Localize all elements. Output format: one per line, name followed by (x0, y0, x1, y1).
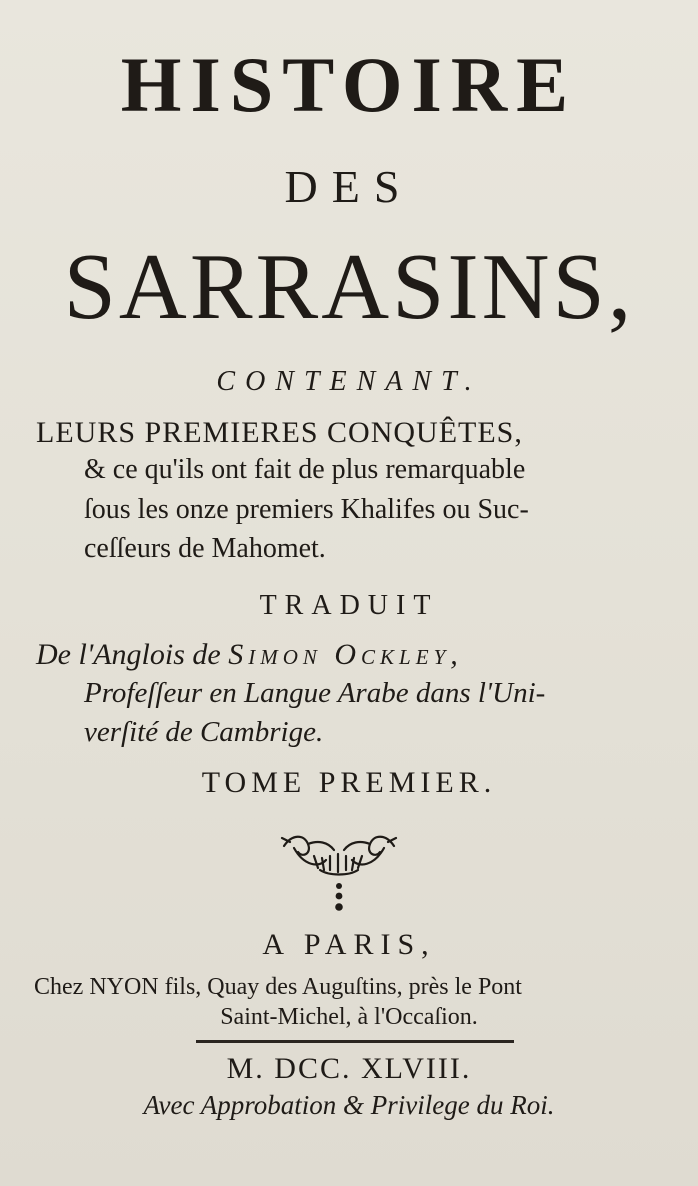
title-histoire: HISTOIRE (120, 41, 578, 128)
translator-line-3: verſité de Cambrige. (84, 716, 324, 748)
imprint-address: Saint-Michel, à l'Occaſion. (220, 1004, 478, 1030)
imprint-publisher: Chez NYON fils, Quay des Auguſtins, près le Pont (34, 974, 522, 1000)
imprint-privilege: Avec Approbation & Privilege du Roi. (143, 1090, 555, 1120)
title-des: DES (284, 161, 414, 212)
printers-ornament-icon (274, 826, 404, 916)
description-line-3: ceſſeurs de Mahomet. (84, 533, 326, 564)
description-line-2: ſous les onze premiers Khalifes ou Suc- (84, 494, 529, 525)
translator-line-2: Profeſſeur en Langue Arabe dans l'Uni- (84, 677, 546, 709)
description-line-1: & ce qu'ils ont fait de plus remarquable (84, 454, 526, 485)
imprint-date: M. DCC. XLVIII. (226, 1052, 472, 1085)
translator-line-1 (36, 640, 676, 670)
contenant-heading: CONTENANT. (216, 366, 482, 397)
traduit-heading: TRADUIT (259, 590, 439, 621)
translator-prefix: De l'Anglois de (36, 638, 229, 671)
author-name: Simon Ockley, (228, 638, 463, 671)
imprint-divider (196, 1040, 514, 1043)
volume-label: TOME PREMIER. (201, 766, 497, 799)
conquetes-line: LEURS PREMIERES CONQUÊTES, (36, 416, 523, 449)
imprint-city: A PARIS, (262, 928, 436, 961)
title-sarrasins: SARRASINS, (63, 235, 635, 339)
